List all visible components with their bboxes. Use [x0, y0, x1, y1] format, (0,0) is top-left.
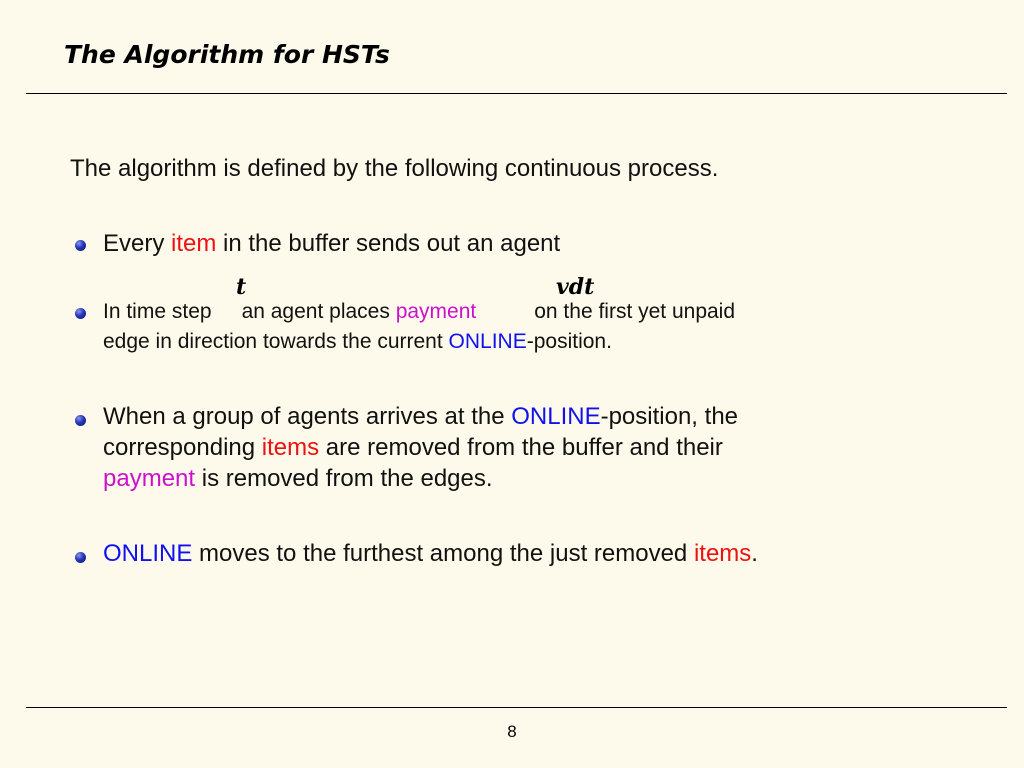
- bullet-3-pre: When a group of agents arrives at the: [103, 403, 512, 430]
- bullet-2-line2-pre: edge in direction towards the current: [103, 330, 449, 353]
- bullet-2-post: on the first yet unpaid: [534, 300, 736, 323]
- bullet-4-mid: moves to the furthest among the just removed: [192, 540, 694, 567]
- bullet-2-pre: In time step: [103, 300, 212, 323]
- math-vdt: vdt: [556, 274, 595, 300]
- bullet-4-items-term: items: [693, 540, 752, 567]
- bullet-1-item-term: item: [171, 230, 217, 257]
- bullet-3-line3-post: is removed from the edges.: [195, 465, 493, 492]
- bullet-3-line2-post: are removed from the buffer and their: [319, 434, 723, 461]
- bullet-4-online-term: ONLINE: [103, 540, 193, 567]
- math-t: t: [236, 274, 247, 300]
- bullet-4-marker: [75, 552, 86, 563]
- bullet-2-payment-term: payment: [395, 300, 477, 323]
- bullet-1-text: [103, 228, 560, 259]
- intro-text: The algorithm is defined by the following continuous process.: [70, 155, 719, 182]
- bullet-4-post: .: [751, 540, 758, 567]
- bullet-3-line-1: [103, 401, 738, 432]
- bullet-1-pre: Every: [103, 230, 172, 257]
- bullet-3-line2-pre: corresponding: [103, 434, 262, 461]
- bullet-3-line-2: [103, 432, 723, 463]
- bullet-1-post: in the buffer sends out an agent: [216, 230, 561, 257]
- bullet-2-mid: an agent places: [241, 300, 396, 323]
- bullet-2-line2-post: -position.: [526, 330, 612, 353]
- bullet-1-marker: [75, 240, 86, 251]
- bullet-2-marker: [75, 308, 86, 319]
- footer-divider: [26, 707, 1007, 708]
- bullet-3-payment-term: payment: [103, 465, 196, 492]
- slide-title: The Algorithm for HSTs: [64, 40, 390, 69]
- page-number: 8: [507, 722, 517, 741]
- title-divider: [26, 93, 1007, 94]
- bullet-2-line-2: [103, 327, 612, 357]
- bullet-3-line-3: [103, 463, 493, 494]
- bullet-3-marker: [75, 415, 86, 426]
- bullet-4-text: [103, 538, 758, 569]
- bullet-2-line-1: [103, 297, 735, 327]
- bullet-3-online-term: ONLINE: [511, 403, 601, 430]
- bullet-2-online-term: ONLINE: [448, 330, 527, 353]
- bullet-3-items-term: items: [261, 434, 320, 461]
- bullet-3-post: -position, the: [600, 403, 739, 430]
